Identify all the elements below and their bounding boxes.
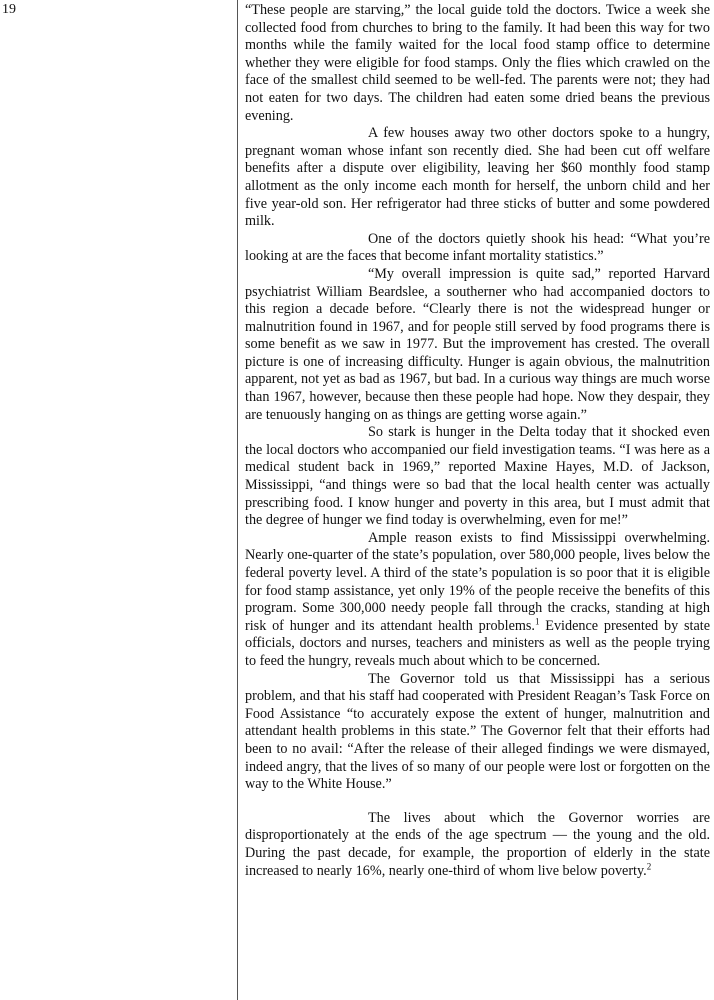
paragraph-governor: The Governor told us that Mississippi has a serious problem, and that his staff had cooperated with President Reagan’s Task Force on Food Assistance “to accurately expose the extent of hunger, malnutrition and attendant health problems in this state.” The Governor felt that their efforts had been to no avail: “After the release of their alleged findings we were dismayed, indeed angry, that the lives of so many of our people were lost or forgotten on the way to the White House.” [245,670,710,793]
text-column [245,2,710,880]
paragraph-hayes-quote: So stark is hunger in the Delta today that it shocked even the local doctors who accompanied our field investigation teams. “I was here as a medical student back in 1969,” reported Maxine Hayes, M.D. of Jackson, Mississippi, “and things were so bad that the local health center was actually prescribing food. I know hunger and poverty in this area, but I must admit that the degree of hunger we find today is overwhelming, even for me!” [245,424,710,529]
paragraph-starving-family: “These people are starving,” the local guide told the doctors. Twice a week she collected food from churches to bring to the family. It had been this way for two months while the family waited for the local food stamp office to determine whether they were eligible for food stamps. Only the flies which crawled on the face of the smallest child seemed to be well-fed. The parents were not; they had not eaten for two days. The children had eaten some dried beans the previous evening. [245,2,710,124]
paragraph-infant-mortality-quote: One of the doctors quietly shook his head: “What you’re looking at are the faces that become infant mortality statistics.” [245,230,710,265]
footnote-ref-2: 2 [646,860,652,871]
page-number: 19 [2,2,16,17]
paragraph-age-spectrum [245,810,710,880]
age-spectrum-text: The lives about which the Governor worries are disproportionately at the ends of the age spectrum — the young and the old. During the past decade, for example, the proportion of elderly in the state increased to nearly 16%, nearly one-third of whom live below poverty. [245,809,710,879]
poverty-text-continued: Evidence presented by state officials, doctors and nurses, teachers and ministers as well as the people trying to feed the hungry, reveals much about which to be concerned. [245,617,710,669]
footnote-ref-1: 1 [534,616,540,627]
paragraph-beardslee-quote: “My overall impression is quite sad,” reported Harvard psychiatrist William Beardslee, a southerner who had accompanied doctors to this region a decade before. “Clearly there is not the widespread hunger or malnutrition found in 1967, and for people still served by food programs there is some benefit as we saw in 1977. But the improvement has crested. The overall picture is one of increasing difficulty. Hunger is again obvious, the malnutrition apparent, not yet as bad as 1967, but bad. In a curious way things are much worse than 1967, however, because then these people had hope. Now they despair, they are tenuously hanging on as things are getting worse again.” [245,265,710,423]
poverty-text: Ample reason exists to find Mississippi overwhelming. Nearly one-quarter of the state’s population, over 580,000 people, lives below the federal poverty level. A third of the state’s population is so poor that it is eligible for food stamp assistance, yet only 19% of the people receive the benefits of this program. Some 300,000 needy people fall through the cracks, standing at high risk of hunger and its attendant health problems. [245,529,710,634]
paragraph-mississippi-poverty [245,530,710,671]
margin-rule [237,0,238,1000]
paragraph-pregnant-woman: A few houses away two other doctors spoke to a hungry, pregnant woman whose infant son recently died. She had been cut off welfare benefits after a dispute over eligibility, leaving her $60 monthly food stamp allotment as the only income each month for herself, the unborn child and her five year-old son. Her refrigerator had three sticks of butter and some powdered milk. [245,125,710,230]
